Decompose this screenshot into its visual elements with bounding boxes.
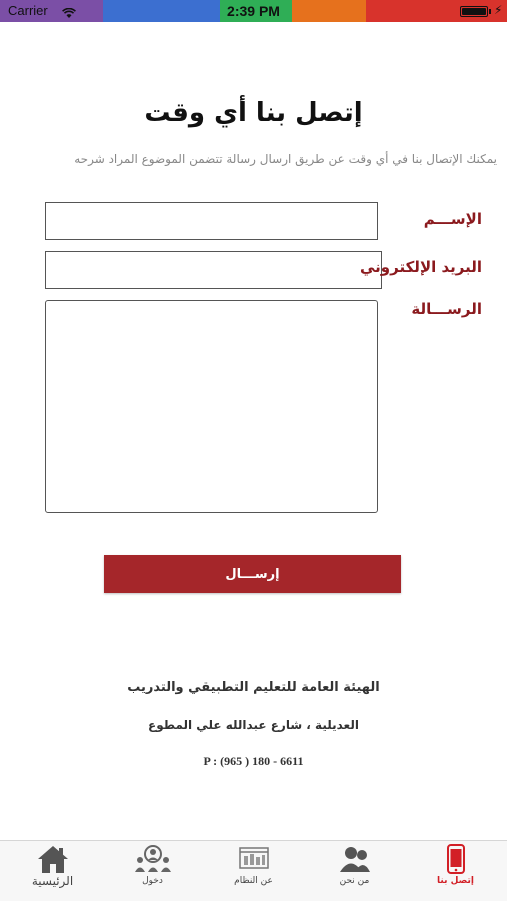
page-subtitle: يمكنك الإتصال بنا في أي وقت عن طريق ارسال رسالة تتضمن الموضوع المراد شرحه <box>74 152 497 166</box>
phone-icon <box>405 843 506 875</box>
page-title: إتصل بنا أي وقت <box>144 98 363 128</box>
battery-icon <box>460 6 488 17</box>
email-label: البريد الإلكتروني <box>360 258 482 276</box>
tab-login[interactable] <box>102 841 203 901</box>
email-input[interactable] <box>46 252 381 288</box>
phone-number: P : (965 ) 180 - 6611 <box>203 754 304 768</box>
message-field-box <box>45 300 378 513</box>
tab-about-us[interactable] <box>304 841 405 901</box>
tab-about-system[interactable] <box>203 841 304 901</box>
tab-bar <box>0 840 507 901</box>
home-icon <box>2 843 103 875</box>
battery-tip <box>489 9 491 14</box>
tab-login-label: دخول <box>142 876 163 886</box>
message-textarea[interactable] <box>46 301 377 512</box>
carrier-label: Carrier <box>8 3 48 18</box>
login-icon <box>102 843 203 875</box>
tab-about-us-label: من نحن <box>339 876 370 886</box>
tab-home[interactable] <box>2 841 103 901</box>
send-button[interactable]: إرســـال <box>104 555 401 593</box>
tab-contact-us[interactable] <box>405 841 506 901</box>
about-system-icon <box>203 843 304 875</box>
message-label: الرســـالة <box>411 300 482 318</box>
address: العديلية ، شارع عبدالله علي المطوع <box>148 718 359 732</box>
tab-home-label: الرئيسية <box>31 874 74 888</box>
name-field-box <box>45 202 378 240</box>
tab-about-system-label: عن النظام <box>234 876 273 886</box>
clock: 2:39 PM <box>227 3 280 19</box>
tab-contact-us-label: إتصل بنا <box>437 876 474 886</box>
about-us-icon <box>304 843 405 875</box>
organization-name: الهيئة العامة للتعليم التطبيقي والتدريب <box>127 680 380 695</box>
status-bar <box>0 0 507 22</box>
name-input[interactable] <box>46 203 377 239</box>
email-field-box <box>45 251 382 289</box>
name-label: الإســـم <box>423 210 482 228</box>
charging-icon: ⚡ <box>494 3 503 17</box>
